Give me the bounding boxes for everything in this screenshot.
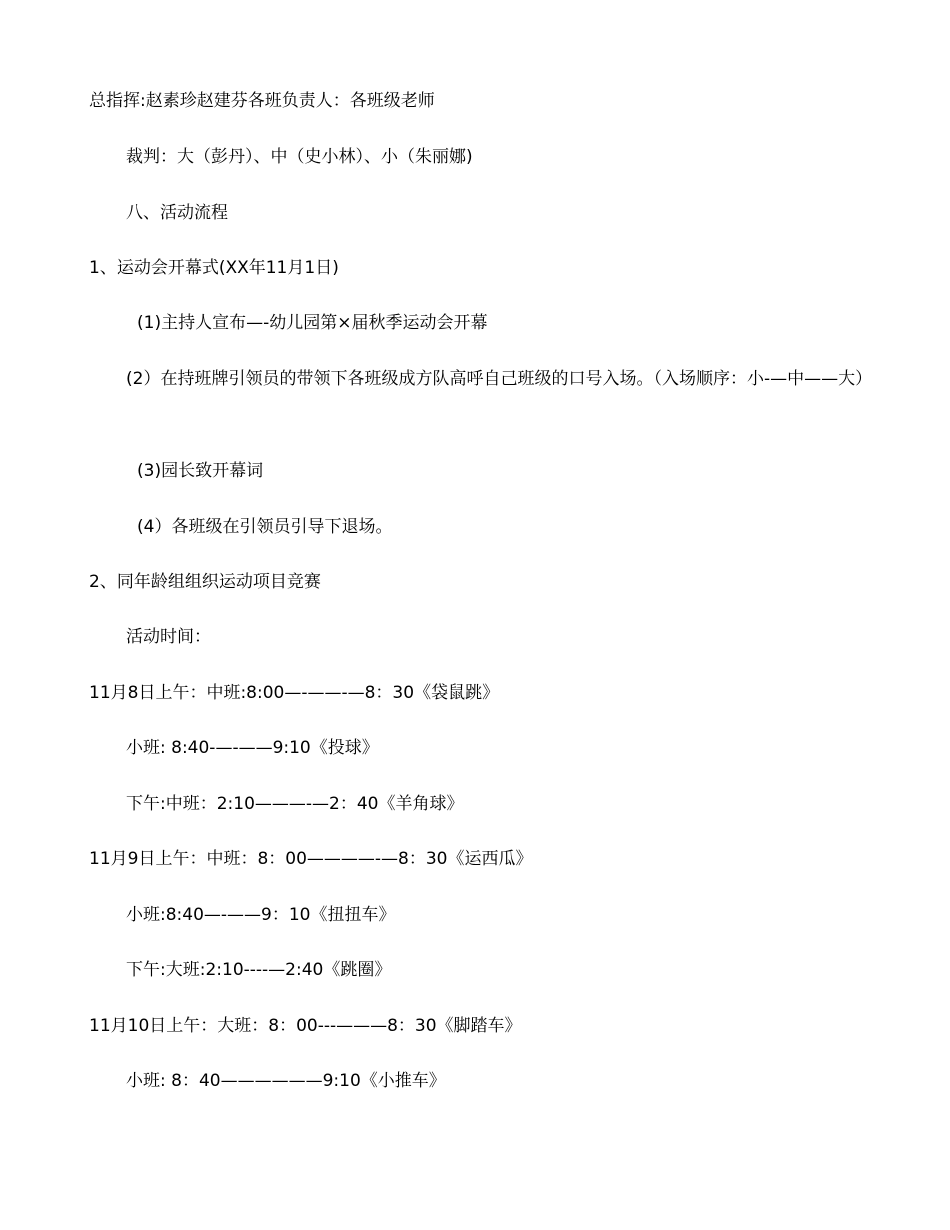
schedule-nov10-small-class: 小班: 8：40——————9:10《小推车》	[126, 1071, 446, 1091]
step-1-host-announce: (1)主持人宣布—-幼儿园第×届秋季运动会开幕	[137, 313, 488, 333]
schedule-nov9-small-class: 小班:8:40—-——9：10《扭扭车》	[126, 905, 396, 925]
schedule-nov9-afternoon: 下午:大班:2:10----—2:40《跳圈》	[126, 960, 392, 980]
section-heading-activity-flow: 八、活动流程	[126, 203, 228, 223]
competition-heading: 2、同年龄组组织运动项目竞赛	[89, 572, 321, 592]
opening-ceremony-heading: 1、运动会开幕式(XX年11月1日)	[89, 258, 339, 278]
schedule-nov8-small-class: 小班: 8:40-—-——9:10《投球》	[126, 738, 379, 758]
commander-line: 总指挥:赵素珍赵建芬各班负责人：各班级老师	[89, 91, 435, 111]
step-4-exit: (4）各班级在引领员引导下退场。	[137, 517, 393, 537]
activity-time-label: 活动时间：	[126, 627, 211, 647]
schedule-nov9-morning: 11月9日上午：中班：8：00————-—8：30《运西瓜》	[89, 849, 533, 869]
schedule-nov10-morning: 11月10日上午：大班：8：00---———8：30《脚踏车》	[89, 1016, 522, 1036]
schedule-nov8-afternoon: 下午:中班：2:10———-—2：40《羊角球》	[126, 794, 464, 814]
step-2-entrance: (2）在持班牌引领员的带领下各班级成方队高呼自己班级的口号入场。（入场顺序：小-—中——大）	[126, 369, 873, 389]
step-3-principal-speech: (3)园长致开幕词	[137, 461, 264, 481]
schedule-nov8-morning: 11月8日上午：中班:8:00—-——-—8：30《袋鼠跳》	[89, 683, 500, 703]
referee-line: 裁判：大（彭丹）、中（史小林）、小（朱丽娜)	[126, 147, 473, 167]
